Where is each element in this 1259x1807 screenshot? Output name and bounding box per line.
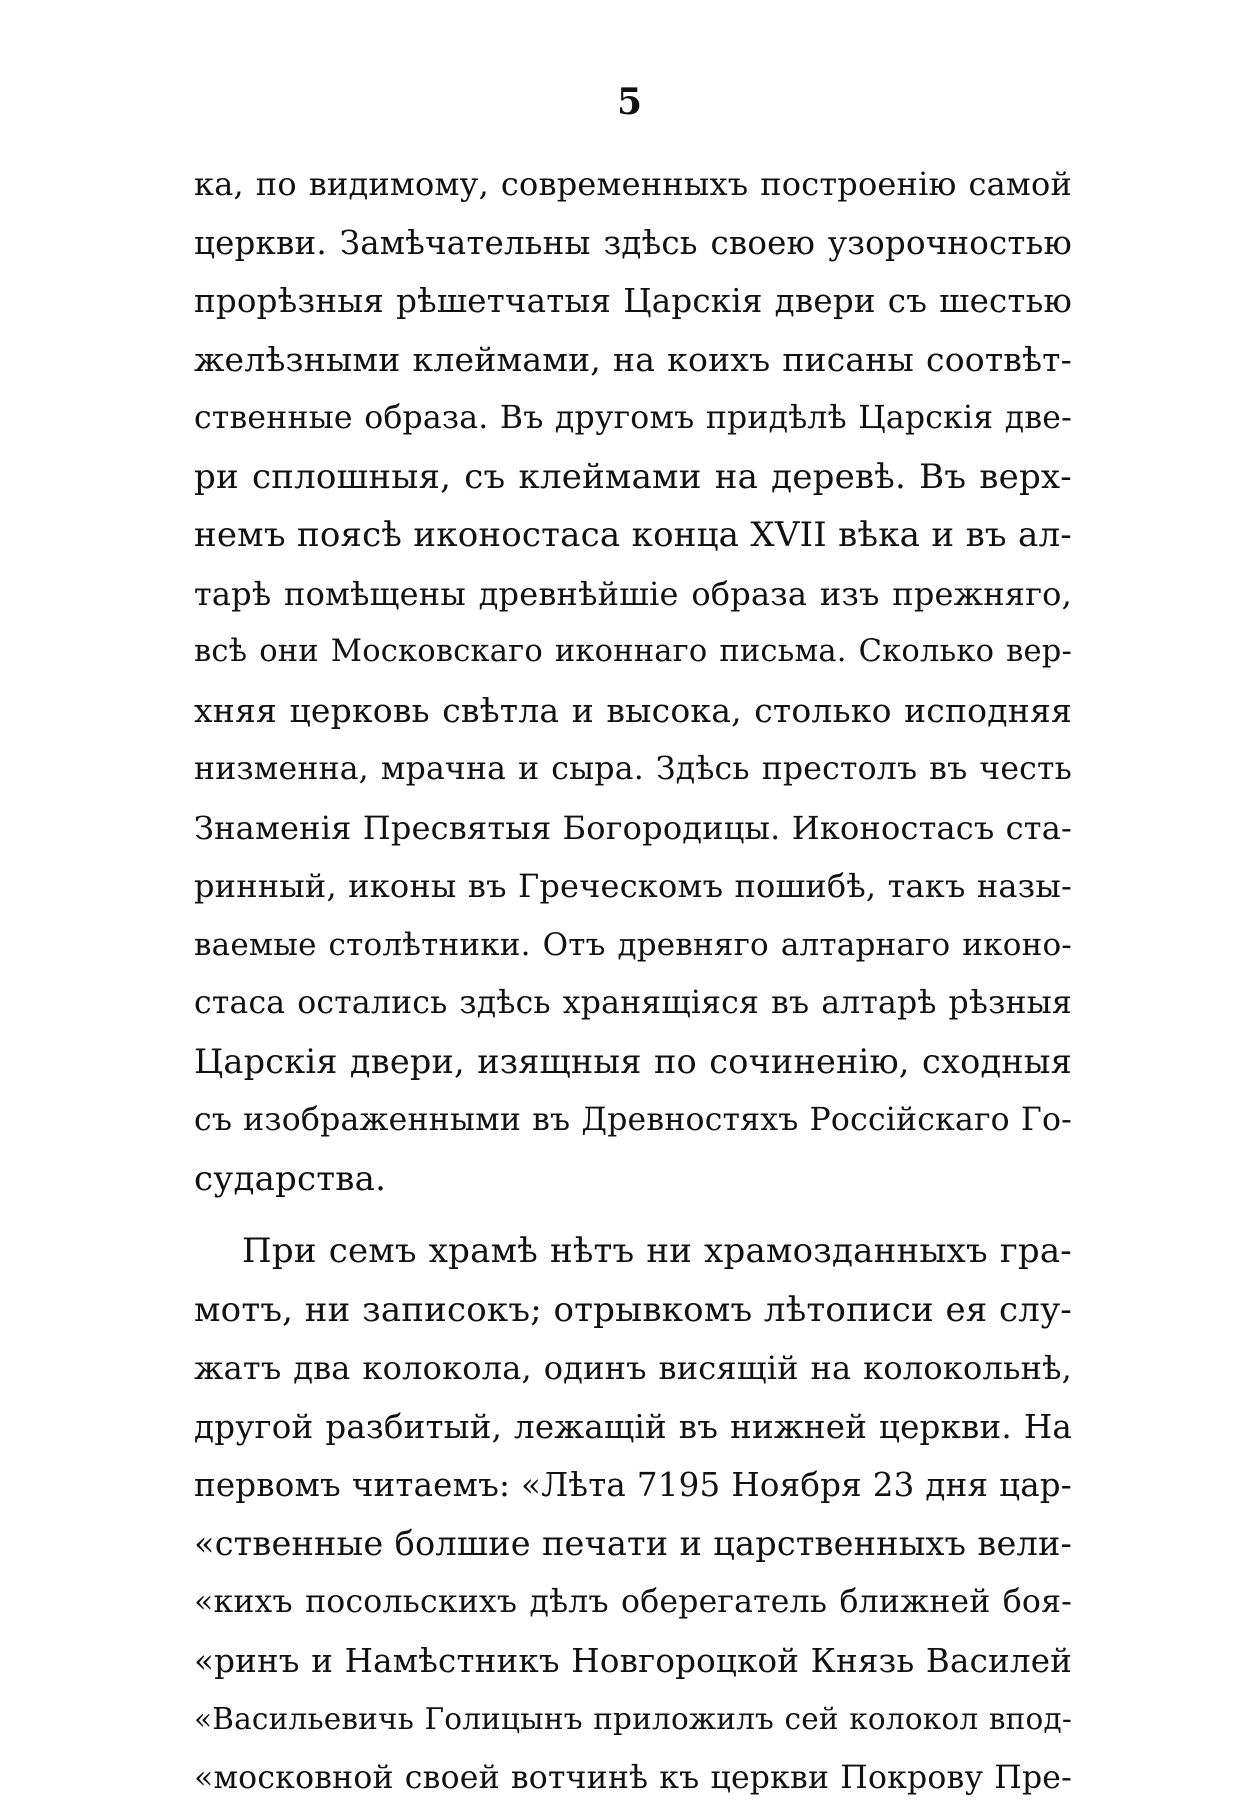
text-line: съ изображенными въ Древностяхъ Россійскаго Го- [194,1091,1072,1150]
text-line: ка, по видимому, современныхъ построенію самой [194,155,1072,214]
text-line: ринный, иконы въ Греческомъ пошибѣ, такъ назы- [194,857,1072,916]
text-line: мотъ, ни записокъ; отрывкомъ лѣтописи ея слу- [194,1281,1072,1340]
text-line: «кихъ посольскихъ дѣлъ оберегатель ближней боя- [194,1573,1072,1632]
text-line: другой разбитый, лежащій въ нижней церкви. На [194,1398,1072,1457]
text-line: тарѣ помѣщены древнѣйшіе образа изъ прежняго, [194,565,1072,624]
text-line: стаса остались здѣсь хранящіяся въ алтарѣ рѣзныя [194,974,1072,1033]
text-line: «ственные болшие печати и царственныхъ вели- [194,1515,1072,1574]
text-line: Знаменія Пресвятыя Богородицы. Иконостасъ ста- [194,799,1072,858]
paragraph [194,1222,1072,1807]
text-line: желѣзными клеймами, на коихъ писаны соотвѣт- [194,331,1072,390]
text-line: ственные образа. Въ другомъ придѣлѣ Царскія две- [194,389,1072,448]
body-text [194,155,1072,1807]
text-line: ри сплошныя, съ клеймами на деревѣ. Въ верх- [194,448,1072,507]
text-line: прорѣзныя рѣшетчатыя Царскія двери съ шестью [194,272,1072,331]
paragraph [194,155,1072,1208]
text-line: «московной своей вотчинѣ къ церкви Покрову Пре- [194,1749,1072,1807]
text-line: Царскія двери, изящныя по сочиненію, сходныя [194,1033,1072,1092]
text-line: ваемые столѣтники. Отъ древняго алтарнаго иконо- [194,916,1072,975]
text-line: церкви. Замѣчательны здѣсь своею узорочностью [194,214,1072,273]
text-line: «ринъ и Намѣстникъ Новгороцкой Князь Василей [194,1632,1072,1691]
text-line: всѣ они Московскаго иконнаго письма. Сколько вер- [194,623,1072,682]
text-line: При семъ храмѣ нѣтъ ни храмозданныхъ гра- [194,1222,1072,1281]
page-number: 5 [0,82,1259,122]
text-line: хняя церковь свѣтла и высока, столько исподняя [194,682,1072,741]
text-line: немъ поясѣ иконостаса конца XVII вѣка и въ ал- [194,506,1072,565]
text-line: низменна, мрачна и сыра. Здѣсь престолъ въ честь [194,740,1072,799]
text-line: «Васильевичь Голицынъ приложилъ сей колокол впод- [194,1690,1072,1749]
text-line: первомъ читаемъ: «Лѣта 7195 Ноября 23 дня цар- [194,1456,1072,1515]
text-line: сударства. [194,1150,1072,1209]
paragraph-gap [194,1208,1072,1222]
text-line: жатъ два колокола, одинъ висящій на колокольнѣ, [194,1339,1072,1398]
